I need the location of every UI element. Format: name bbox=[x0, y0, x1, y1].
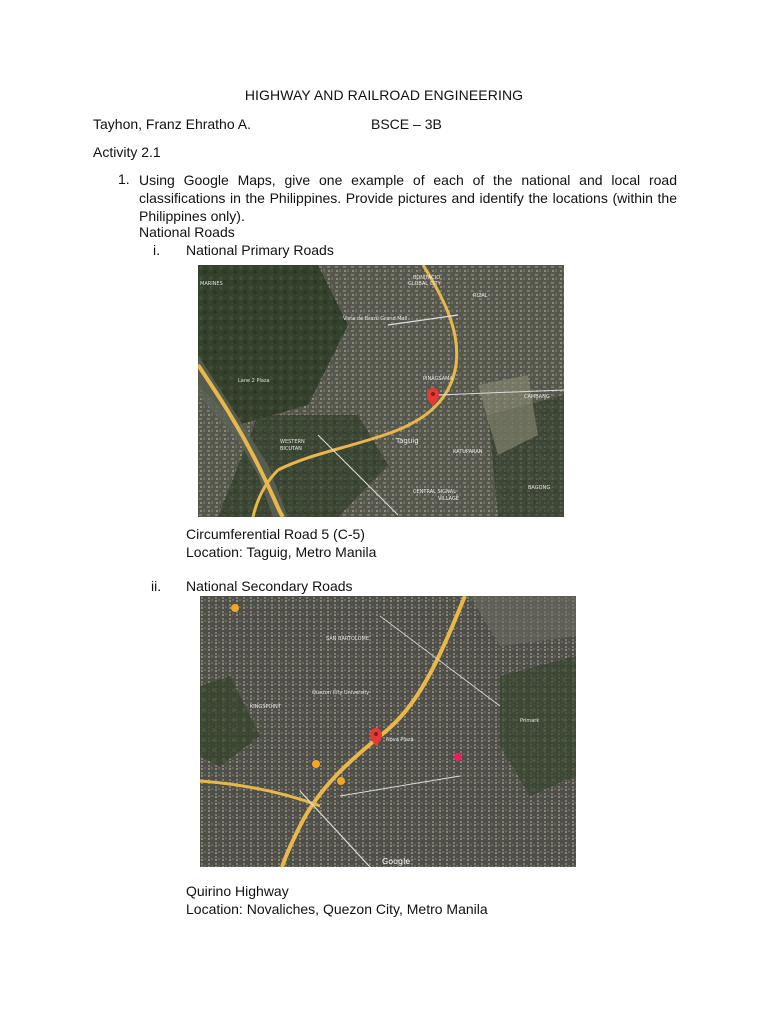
map-label: CAMBANG bbox=[524, 394, 550, 400]
map-label: MARINES bbox=[200, 281, 223, 287]
question-text: Using Google Maps, give one example of each of the national and local road classifications in the Philippines. Provide pictures and identify the locations (within the Philippines only). bbox=[139, 172, 677, 224]
student-name: Tayhon, Franz Ehratho A. bbox=[93, 116, 251, 132]
map-label: Lane 2 Plaza bbox=[238, 378, 270, 384]
map-label: BICUTAN bbox=[280, 446, 302, 452]
course-section: BSCE – 3B bbox=[371, 116, 442, 132]
map-label: CENTRAL SIGNAL bbox=[413, 489, 456, 495]
map-label: PINAGSAMA bbox=[423, 376, 453, 382]
map-label: SAN BARTOLOME bbox=[326, 636, 369, 642]
road-name-quirino: Quirino Highway bbox=[186, 883, 289, 899]
map-label: Vista de Brazil Grand Mall bbox=[343, 316, 408, 322]
section-heading: National Roads bbox=[139, 224, 235, 240]
road-name-c5: Circumferential Road 5 (C-5) bbox=[186, 526, 365, 542]
question-number: 1. bbox=[118, 171, 130, 187]
item-label: National Primary Roads bbox=[186, 242, 334, 258]
activity-label: Activity 2.1 bbox=[93, 144, 161, 160]
map-label: BONIFACIO bbox=[413, 275, 441, 281]
map-label: WESTERN bbox=[280, 439, 305, 445]
map-label: Primark bbox=[520, 718, 540, 724]
item-numeral: i. bbox=[153, 242, 160, 258]
map-label: KATUPARAN bbox=[453, 449, 483, 455]
document-title: HIGHWAY AND RAILROAD ENGINEERING bbox=[244, 87, 524, 103]
map-label: BAGONG bbox=[528, 485, 551, 491]
item-numeral: ii. bbox=[151, 578, 162, 594]
map-label: VILLAGE bbox=[438, 496, 459, 502]
map-label: Google bbox=[382, 857, 411, 866]
map-label: Taguig bbox=[396, 437, 419, 445]
item-label: National Secondary Roads bbox=[186, 578, 353, 594]
location-c5: Location: Taguig, Metro Manila bbox=[186, 544, 377, 560]
map-label: KINGSPOINT bbox=[250, 704, 281, 710]
map-label: Quezon City University bbox=[312, 690, 370, 696]
map-image-c5 bbox=[198, 265, 564, 517]
location-quirino: Location: Novaliches, Quezon City, Metro Manila bbox=[186, 901, 488, 917]
map-image-quirino bbox=[200, 596, 576, 867]
map-label: Nova Plaza bbox=[386, 737, 414, 743]
map-label: RIZAL bbox=[473, 293, 488, 299]
map-label: GLOBAL CITY bbox=[408, 281, 441, 287]
